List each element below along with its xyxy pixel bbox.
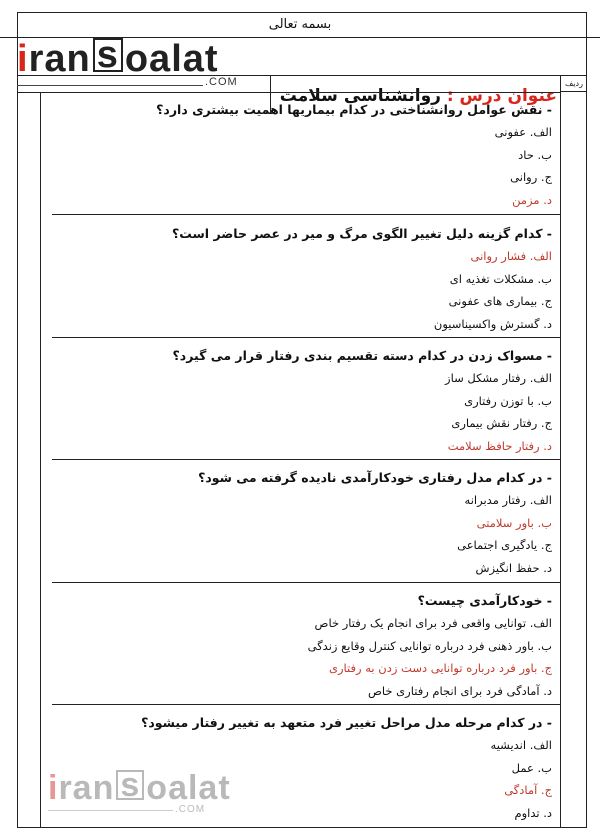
option-item: ب. حاد bbox=[518, 147, 552, 162]
option-item: ج. بیماری های عفونی bbox=[448, 294, 552, 308]
question-separator bbox=[52, 704, 560, 705]
course-name: روانشناسی سلامت bbox=[279, 86, 441, 106]
option-item-correct: ج. آمادگی bbox=[504, 783, 552, 797]
question-block bbox=[60, 469, 552, 579]
table-top-border bbox=[17, 92, 560, 93]
option-item: الف. رفتار مدبرانه bbox=[464, 493, 552, 507]
option-item: ب. باور ذهنی فرد درباره توانایی کنترل وقایع زندگی bbox=[307, 638, 552, 653]
brand-domain: .COM bbox=[205, 76, 238, 88]
option-item-correct: ج. باور فرد درباره توانایی دست زدن به رفتاری bbox=[329, 661, 552, 675]
option-item: ج. رفتار نقش بیماری bbox=[451, 416, 552, 430]
option-item-correct: الف. فشار روانی bbox=[470, 249, 552, 263]
course-label: عنوان درس : bbox=[446, 86, 557, 106]
option-item: ج. یادگیری اجتماعی bbox=[457, 538, 552, 552]
watermark-domain: .COM bbox=[175, 804, 206, 815]
watermark-logo-part1: ran bbox=[58, 769, 115, 807]
option-item: د. آمادگی فرد برای انجام رفتاری خاص bbox=[368, 683, 552, 698]
option-item: الف. توانایی واقعی فرد برای انجام یک رفتار خاص bbox=[314, 616, 552, 630]
option-item-correct: د. مزمن bbox=[512, 192, 552, 207]
question-separator bbox=[52, 582, 560, 583]
question-separator bbox=[52, 337, 560, 338]
watermark-underline bbox=[48, 810, 173, 811]
radif-header: ردیف bbox=[560, 76, 587, 92]
option-item: الف. رفتار مشکل ساز bbox=[445, 371, 552, 385]
option-item: ج. روانی bbox=[510, 170, 552, 184]
brand-logo-part2: oalat bbox=[124, 38, 219, 80]
question-separator bbox=[52, 214, 560, 215]
option-item-correct: د. رفتار حافظ سلامت bbox=[447, 438, 552, 453]
option-item: الف. عفونی bbox=[494, 125, 552, 139]
option-item: د. گسترش واکسیناسیون bbox=[433, 316, 552, 331]
question-text: - کدام گزینه دلیل تغییر الگوی مرگ و میر در عصر حاضر است؟ bbox=[172, 226, 552, 241]
question-block bbox=[60, 347, 552, 457]
watermark-logo-i: i bbox=[48, 769, 59, 807]
brand-logo-boxed-letter: s bbox=[93, 38, 123, 72]
option-item: د. تداوم bbox=[514, 805, 552, 820]
option-item: الف. اندیشیه bbox=[490, 738, 552, 752]
option-item: ب. مشکلات تغذیه ای bbox=[449, 271, 552, 286]
question-separator bbox=[52, 459, 560, 460]
option-item: د. حفظ انگیزش bbox=[475, 560, 552, 575]
question-block bbox=[60, 101, 552, 211]
question-text: - خودکارآمدی چیست؟ bbox=[417, 593, 552, 608]
option-item: ب. عمل bbox=[511, 760, 552, 775]
brand-logo-i: i bbox=[17, 38, 29, 80]
watermark-logo bbox=[48, 766, 231, 807]
option-item-correct: ب. باور سلامتی bbox=[476, 515, 552, 530]
brand-underline bbox=[17, 85, 203, 86]
question-block bbox=[60, 225, 552, 335]
question-text: - مسواک زدن در کدام دسته تقسیم بندی رفتار قرار می گیرد؟ bbox=[172, 348, 552, 363]
margin-column-line bbox=[40, 92, 41, 828]
option-item: ب. با توزن رفتاری bbox=[464, 393, 552, 408]
question-text: - در کدام مدل رفتاری خودکارآمدی نادیده گرفته می شود؟ bbox=[198, 470, 552, 485]
question-text: - نقش عوامل روانشناختی در کدام بیماریها اهمیت بیشتری دارد؟ bbox=[156, 102, 552, 117]
radif-column bbox=[560, 92, 587, 828]
watermark-logo-part2: oalat bbox=[146, 769, 231, 807]
question-text: - در کدام مرحله مدل مراحل تغییر فرد متعهد به تغییر رفتار میشود؟ bbox=[141, 715, 552, 730]
basmala-heading: بسمه تعالی bbox=[0, 12, 600, 38]
watermark-logo-boxed-letter: s bbox=[116, 770, 144, 800]
brand-logo-part1: ran bbox=[28, 38, 91, 80]
brand-logo bbox=[17, 34, 219, 80]
question-block bbox=[60, 592, 552, 702]
